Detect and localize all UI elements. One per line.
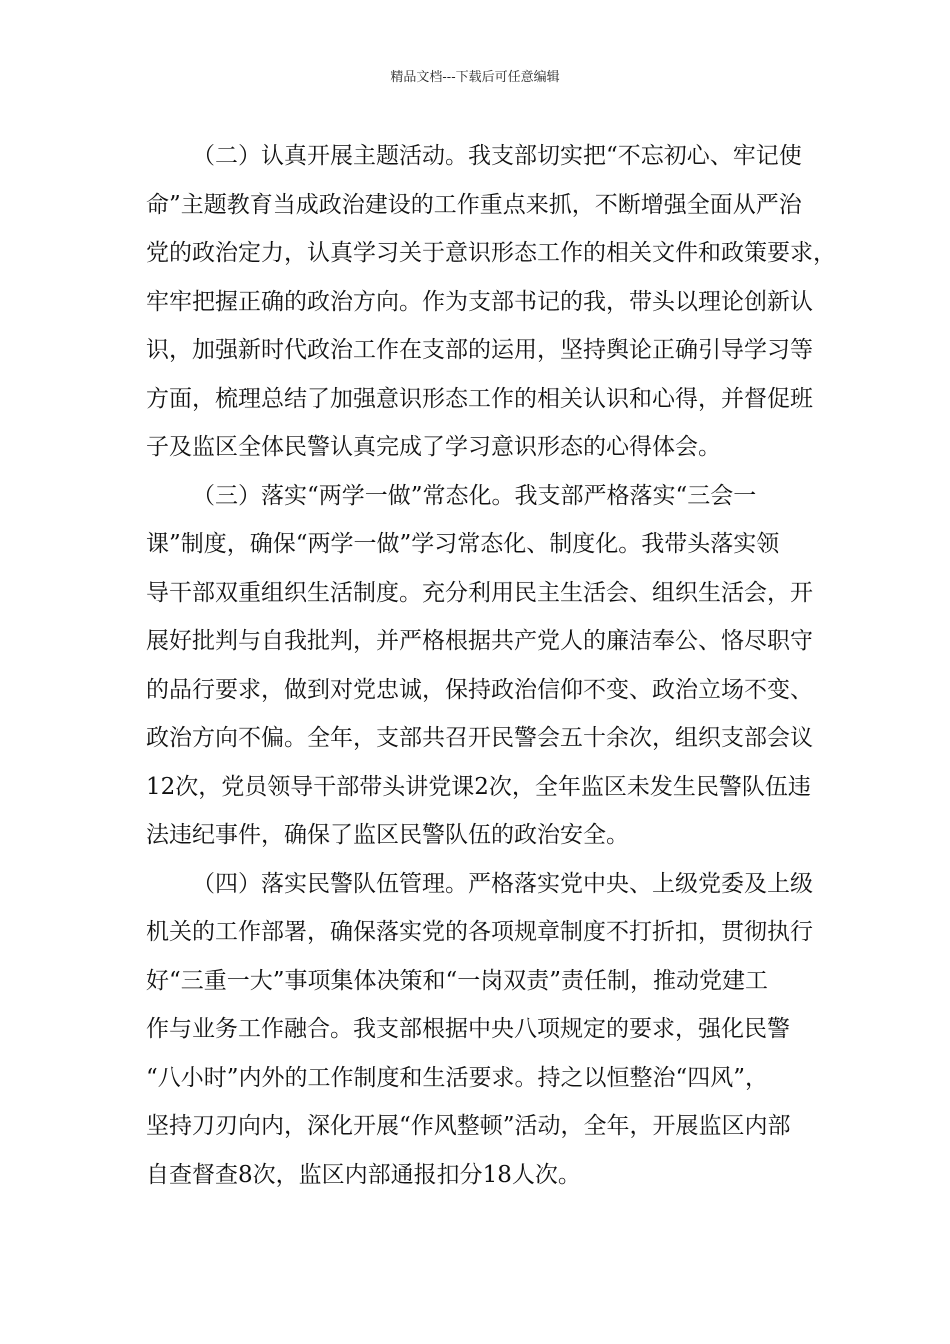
paragraph-three bbox=[146, 472, 818, 860]
text-line: 坚持刀刃向内，深化开展“作风整顿”活动，全年，开展监区内部 bbox=[146, 1113, 791, 1139]
text-line: 子及监区全体民警认真完成了学习意识形态的心得体会。 bbox=[146, 434, 721, 460]
text-line: 的品行要求，做到对党忠诚，保持政治信仰不变、政治立场不变、 bbox=[146, 676, 813, 703]
text-line: （三）落实“两学一做”常态化。我支部严格落实“三会一 bbox=[192, 482, 757, 509]
text-line: 机关的工作部署，确保落实党的各项规章制度不打折扣，贯彻执行 bbox=[146, 919, 813, 945]
text-line: 政治方向不偏。全年，支部共召开民警会五十余次，组织支部会议 bbox=[146, 725, 813, 751]
document-body bbox=[146, 132, 836, 1199]
text-line: 导干部双重组织生活制度。充分利用民主生活会、组织生活会，开 bbox=[146, 579, 813, 606]
text-line: 12次，党员领导干部带头讲党课2次，全年监区未发生民警队伍违 bbox=[146, 773, 811, 800]
text-line: 法违纪事件，确保了监区民警队伍的政治安全。 bbox=[146, 822, 629, 848]
paragraph-four bbox=[146, 860, 818, 1200]
text-line: 识，加强新时代政治工作在支部的运用，坚持舆论正确引导学习等 bbox=[146, 337, 813, 363]
text-line: 牢牢把握正确的政治方向。作为支部书记的我，带头以理论创新认 bbox=[146, 288, 813, 315]
text-line: “八小时”内外的工作制度和生活要求。持之以恒整治“四风”， bbox=[146, 1064, 769, 1091]
text-line: 好“三重一大”事项集体决策和“一岗双责”责任制，推动党建工 bbox=[146, 967, 769, 994]
text-line: 党的政治定力，认真学习关于意识形态工作的相关文件和政策要求， bbox=[146, 240, 836, 266]
text-line: （二）认真开展主题活动。我支部切实把“不忘初心、牢记使 bbox=[192, 143, 802, 169]
page-header: 精品文档---下载后可任意编辑 bbox=[390, 70, 560, 85]
text-line: 课”制度，确保“两学一做”学习常态化、制度化。我带头落实领 bbox=[146, 531, 780, 557]
text-line: 自查督查8次，监区内部通报扣分18人次。 bbox=[146, 1161, 581, 1188]
paragraph-two bbox=[146, 132, 836, 472]
text-line: 命”主题教育当成政治建设的工作重点来抓，不断增强全面从严治 bbox=[146, 191, 802, 218]
text-line: 方面，梳理总结了加强意识形态工作的相关认识和心得，并督促班 bbox=[146, 385, 813, 412]
text-line: 作与业务工作融合。我支部根据中央八项规定的要求，强化民警 bbox=[146, 1016, 790, 1042]
text-line: （四）落实民警队伍管理。严格落实党中央、上级党委及上级 bbox=[192, 870, 813, 897]
text-line: 展好批判与自我批判，并严格根据共产党人的廉洁奉公、恪尽职守 bbox=[146, 628, 813, 654]
